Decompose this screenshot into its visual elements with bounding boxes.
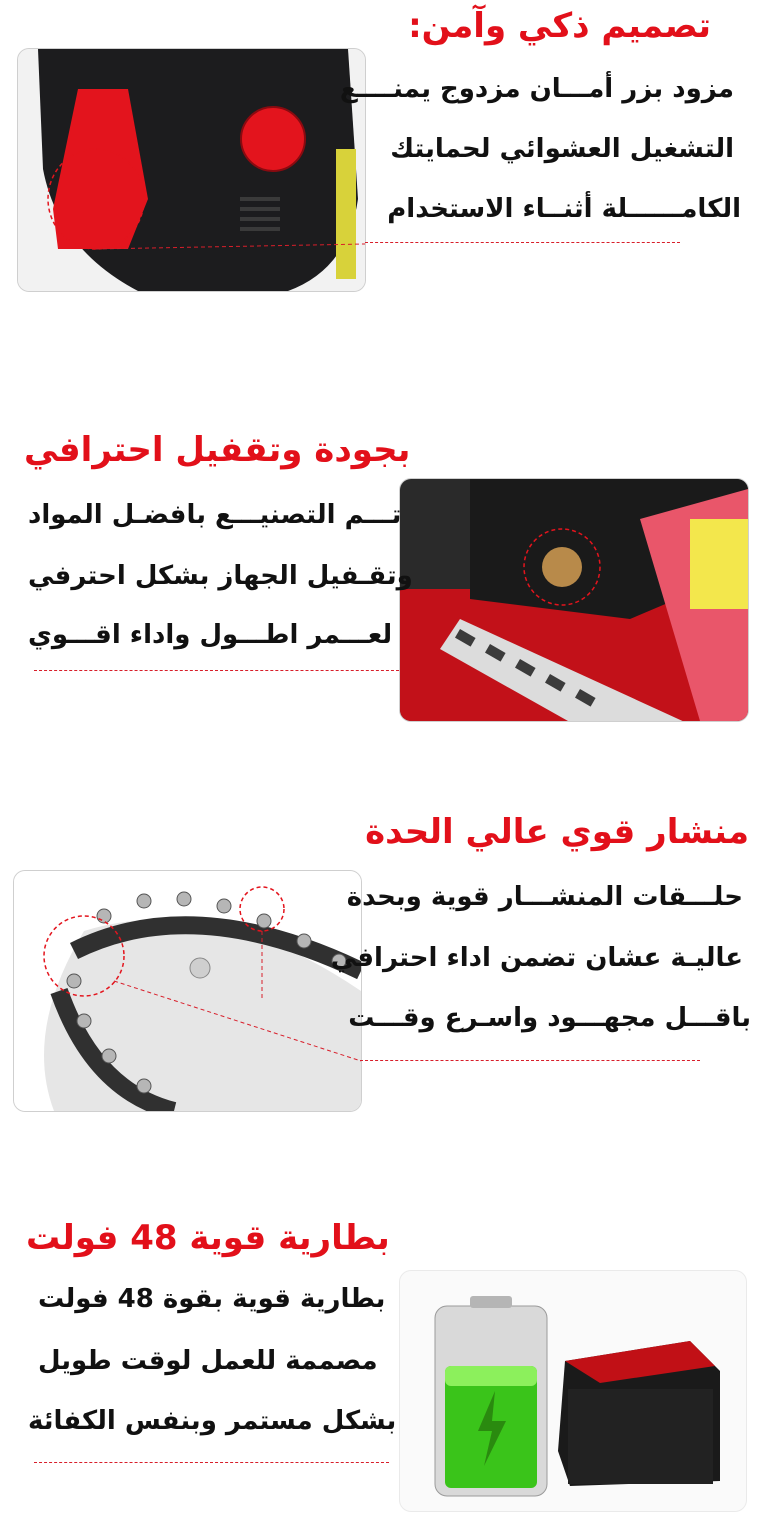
feature-line: باقـــل مجهـــود واسـرع وقـــت <box>348 1003 751 1033</box>
feature-line: الكامــــــلة أثنــاء الاستخدام <box>387 194 741 224</box>
feature-battery <box>0 1210 759 1536</box>
section-title: بجودة وتقفيل احترافي <box>24 430 411 470</box>
feature-line: مصممة للعمل لوقت طويل <box>38 1346 378 1376</box>
feature-line: عاليـة عشان تضمن اداء احترافي <box>330 943 743 973</box>
divider-dashed <box>365 242 680 243</box>
feature-line: مزود بزر أمـــان مزدوج يمنــــع <box>339 74 734 104</box>
feature-line: بشكل مستمر وبنفس الكفائة <box>28 1406 397 1436</box>
feature-sharp-chain <box>0 810 759 1130</box>
safety-trigger-image <box>17 48 366 292</box>
divider-dashed <box>360 1060 700 1061</box>
feature-line: وتقـفيل الجهاز بشكل احترفي <box>28 561 413 591</box>
chain-bar-image <box>13 870 362 1112</box>
chain-bolt-image <box>399 478 749 722</box>
section-title: منشار قوي عالي الحدة <box>365 812 749 852</box>
feature-quality-build <box>0 420 759 740</box>
feature-line: تـــم التصنيـــع بافضـل المواد <box>28 500 402 530</box>
battery-image <box>399 1270 747 1512</box>
section-title: بطارية قوية 48 فولت <box>26 1218 390 1258</box>
feature-line: بطارية قوية بقوة 48 فولت <box>38 1284 386 1314</box>
feature-line: لعـــمر اطـــول واداء اقـــوي <box>28 620 393 650</box>
feature-line: التشغيل العشوائي لحمايتك <box>390 134 734 164</box>
divider-dashed <box>34 1462 389 1463</box>
section-title: تصميم ذكي وآمن: <box>408 6 711 46</box>
feature-safety-design <box>0 0 759 330</box>
divider-dashed <box>34 670 399 671</box>
feature-line: حلـــقات المنشـــار قوية وبحدة <box>346 882 743 912</box>
